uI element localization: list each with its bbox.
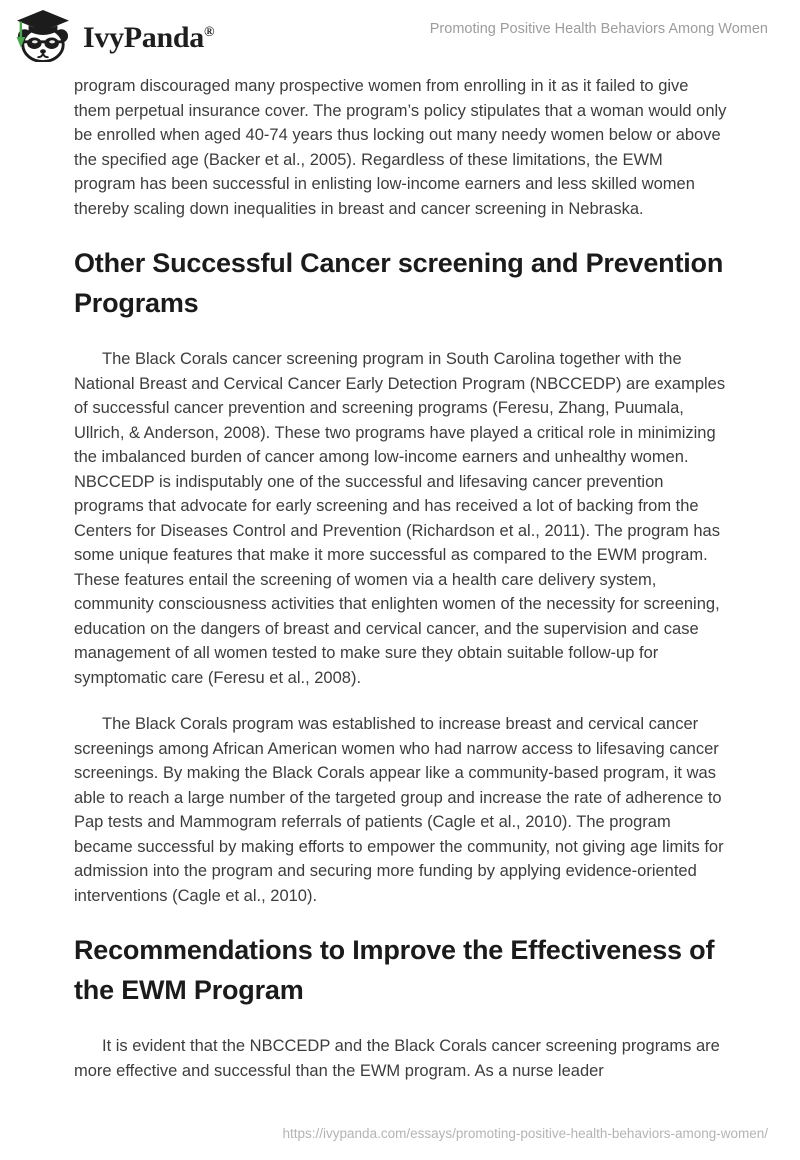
- paragraph: The Black Corals cancer screening program in South Carolina together with the National Breast and Cervical Cancer Early Detection Program (NBCCEDP) are examples of successful cancer prevention and screening programs (Feresu, Zhang, Puumala, Ullrich, & Anderson, 2008). These two programs have played a critical role in minimizing the imbalanced burden of cancer among low-income earners and unhealthy women. NBCCEDP is indisputably one of the successful and lifesaving cancer prevention programs that advocate for early screening and has received a lot of backing from the Centers for Diseases Control and Prevention (Richardson et al., 2011). The program has some unique features that make it more successful as compared to the EWM program. These features entail the screening of women via a health care delivery system, community consciousness activities that enlighten women of the necessity for screening, education on the dangers of breast and cervical cancer, and the supervision and case management of all women tested to make sure they obtain suitable follow-up for symptomatic care (Feresu et al., 2008).: [74, 350, 726, 687]
- source-url-link[interactable]: https://ivypanda.com/essays/promoting-positive-health-behaviors-among-women/: [282, 1126, 768, 1141]
- document-title: Promoting Positive Health Behaviors Among Women: [429, 21, 768, 37]
- paragraph-continuation: program discouraged many prospective women from enrolling in it as it failed to give them perpetual insurance cover. The program’s policy stipulates that a woman would only be enrolled when aged 40-74 years thus locking out many needy women below or above the specified age (Backer et al., 2005). Regardless of these limitations, the EWM program has been successful in enlisting low-income earners and less skilled women thereby scaling down inequalities in breast and cancer screening in Nebraska.: [74, 77, 727, 218]
- ivypanda-panda-graduation-logo-icon: [14, 10, 72, 62]
- page-header: [0, 0, 800, 62]
- essay-content: [74, 74, 727, 1105]
- section-heading-recommendations: Recommendations to Improve the Effectiveness of the EWM Program: [74, 935, 715, 1005]
- paragraph: It is evident that the NBCCEDP and the Black Corals cancer screening programs are more effective and successful than the EWM program. As a nurse leader: [74, 1037, 720, 1080]
- section-heading-other-programs: Other Successful Cancer screening and Prevention Programs: [74, 248, 724, 318]
- brand: [14, 7, 214, 64]
- paragraph: The Black Corals program was established to increase breast and cervical cancer screenings among African American women who had narrow access to lifesaving cancer screenings. By making the Black Corals appear like a community-based program, it was able to reach a large number of the targeted group and increase the rate of adherence to Pap tests and Mammogram referrals of patients (Cagle et al., 2010). The program became successful by making efforts to empower the community, not giving age limits for admission into the program and securing more funding by applying evidence-oriented interventions (Cagle et al., 2010).: [74, 715, 724, 905]
- brand-name-text: IvyPanda: [83, 21, 204, 54]
- registered-trademark-symbol: ®: [203, 25, 215, 40]
- brand-name: [83, 7, 214, 64]
